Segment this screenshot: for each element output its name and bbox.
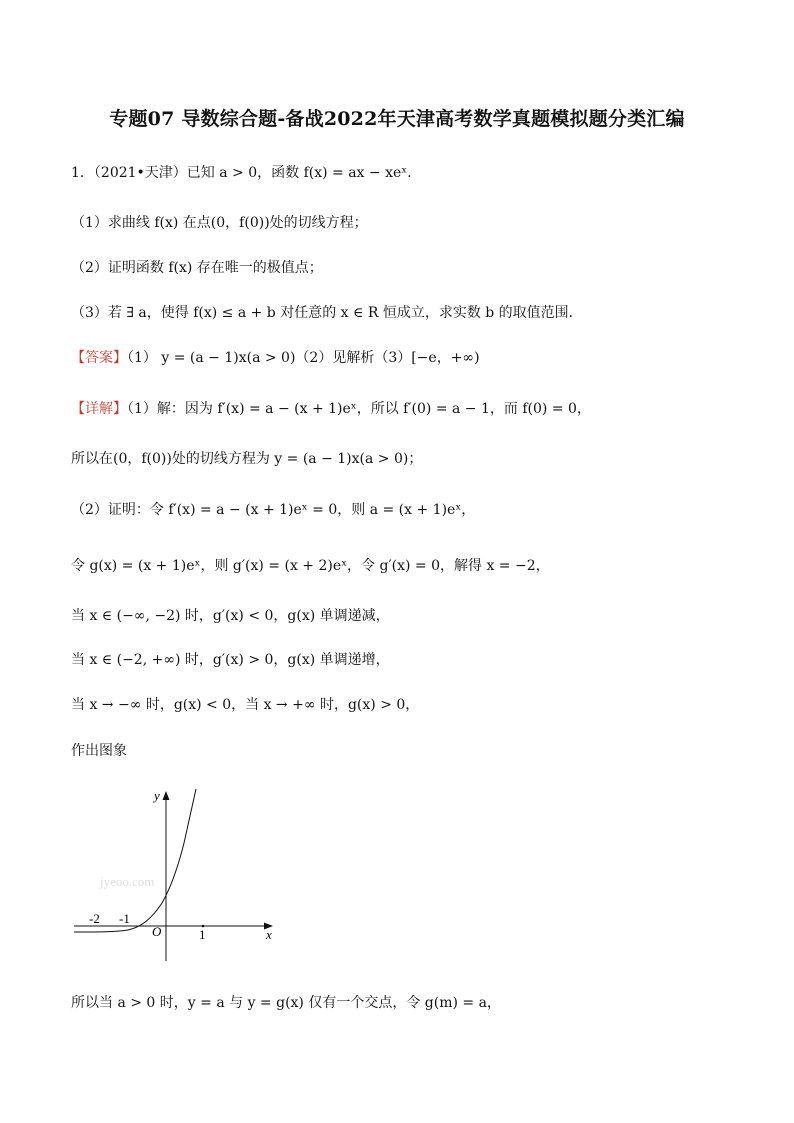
answer-line <box>71 348 480 368</box>
line-text: 当 x ∈ (−2, +∞) 时，g′(x) > 0，g(x) 单调递增， <box>71 652 390 668</box>
answer-tag: 【答案】 <box>71 350 127 366</box>
line-text: 当 x ∈ (−∞, −2) 时，g′(x) < 0，g(x) 单调递减， <box>71 608 390 624</box>
origin-label: O <box>152 924 162 939</box>
line-text: 作出图象 <box>71 743 127 759</box>
page-title: 专题07 导数综合题-备战2022年天津高考数学真题模拟题分类汇编 <box>109 108 685 130</box>
solution-line <box>71 399 591 419</box>
line-text: （1）求曲线 f(x) 在点(0，f(0))处的切线方程； <box>71 215 368 231</box>
line-text: （3）若 ∃ a，使得 f(x) ≤ a + b 对任意的 x ∈ R 恒成立，求实数 b 的取值范围． <box>71 305 583 321</box>
line-text: 1．（2021•天津）已知 a > 0，函数 f(x) = ax − xeˣ． <box>71 165 422 181</box>
watermark: jyeoo.com <box>100 874 155 889</box>
line-text: 所以在(0，f(0))处的切线方程为 y = (a − 1)x(a > 0)； <box>71 451 423 467</box>
line-text: 令 g(x) = (x + 1)eˣ，则 g′(x) = (x + 2)eˣ，令 g′(x) = 0，解得 x = −2， <box>71 558 550 574</box>
question-2 <box>71 258 323 278</box>
line-text: 当 x → −∞ 时，g(x) < 0，当 x → +∞ 时，g(x) > 0， <box>71 697 420 713</box>
question-3 <box>71 303 583 323</box>
function-graph <box>70 785 290 970</box>
line-text: 所以当 a > 0 时，y = a 与 y = g(x) 仅有一个交点，令 g(m) = a， <box>71 995 501 1011</box>
y-axis-arrow-icon <box>163 791 170 800</box>
limit-behavior <box>71 695 419 715</box>
question-1 <box>71 213 368 233</box>
solution-text: （1）解：因为 f′(x) = a − (x + 1)eˣ，所以 f′(0) = a − 1，而 f(0) = 0， <box>127 401 591 417</box>
conclusion-line <box>71 993 501 1013</box>
monotonic-increasing <box>71 650 390 670</box>
y-axis-label: y <box>154 788 160 803</box>
tick-label-neg1: -1 <box>119 911 130 926</box>
x-axis-label: x <box>266 927 272 942</box>
proof-line <box>71 500 475 520</box>
solution-line-2 <box>71 449 422 469</box>
proof-line-2 <box>71 556 550 576</box>
answer-text: （1） y = (a − 1)x(a > 0)（2）见解析（3）[−e，+∞) <box>127 350 480 366</box>
problem-statement <box>71 163 421 183</box>
line-text: （2）证明：令 f′(x) = a − (x + 1)eˣ = 0，则 a = (x + 1)eˣ， <box>71 502 476 518</box>
tick-label-neg2: -2 <box>89 911 100 926</box>
tick-label-1: 1 <box>199 927 206 942</box>
monotonic-decreasing <box>71 606 390 626</box>
solution-tag: 【详解】 <box>71 401 127 417</box>
graph-caption <box>71 741 127 761</box>
line-text: （2）证明函数 f(x) 存在唯一的极值点； <box>71 260 323 276</box>
